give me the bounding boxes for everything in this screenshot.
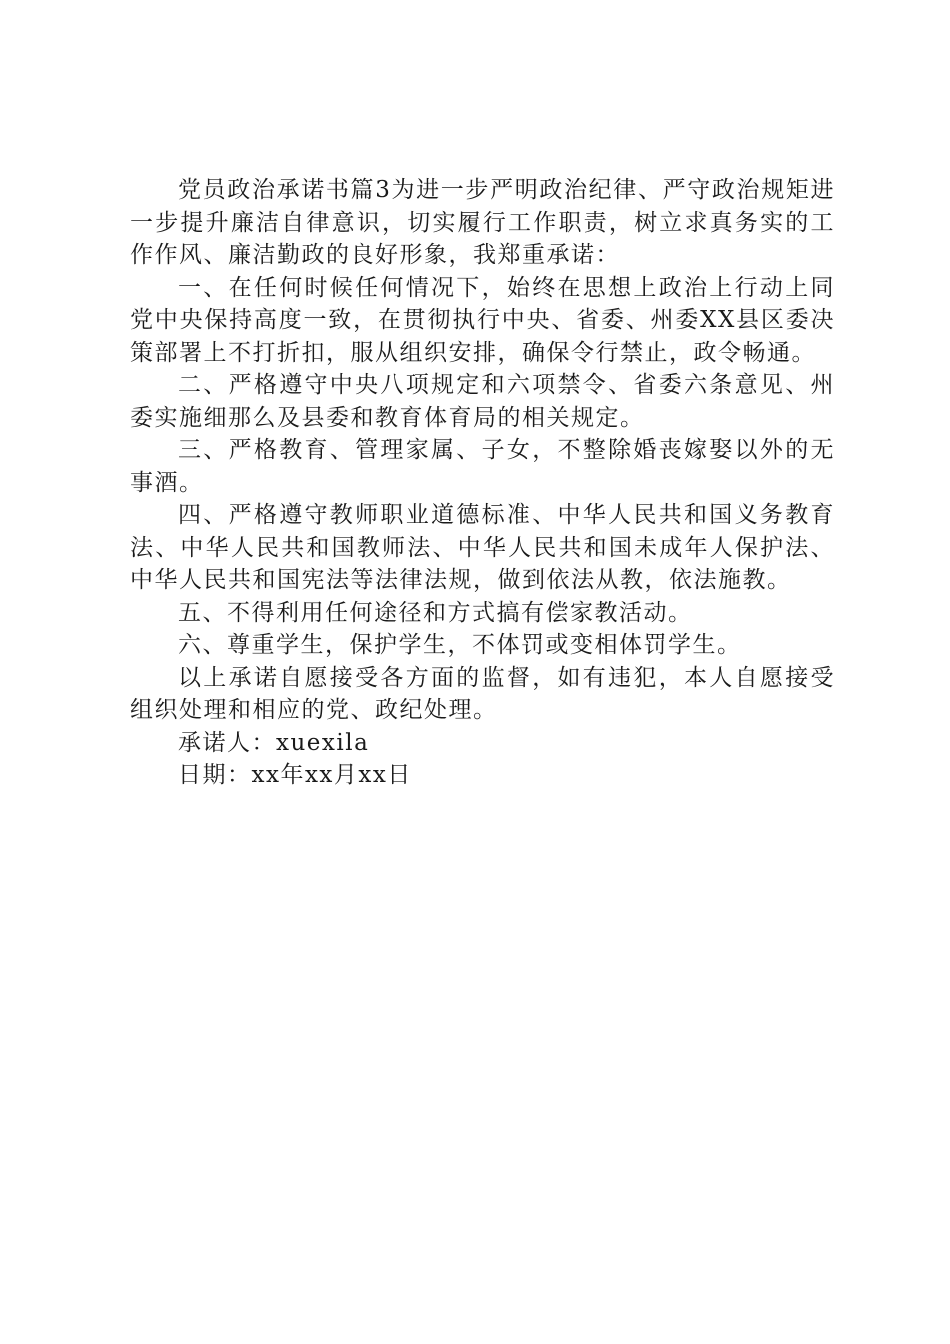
commitment-item-4: 四、严格遵守教师职业道德标准、中华人民共和国义务教育法、中华人民共和国教师法、中华人民共和国未成年人保护法、中华人民共和国宪法等法律法规，做到依法从教，依法施教。 (130, 502, 835, 593)
closing-paragraph: 以上承诺自愿接受各方面的监督，如有违犯，本人自愿接受组织处理和相应的党、政纪处理。 (130, 664, 835, 723)
date-line: 日期：xx年xx月xx日 (178, 762, 412, 788)
commitment-item-2: 二、严格遵守中央八项规定和六项禁令、省委六条意见、州委实施细那么及县委和教育体育局的相关规定。 (130, 372, 835, 431)
document-page (130, 174, 835, 792)
intro-paragraph: 党员政治承诺书篇3为进一步严明政治纪律、严守政治规矩进一步提升廉洁自律意识，切实履行工作职责，树立求真务实的工作作风、廉洁勤政的良好形象，我郑重承诺： (130, 177, 835, 268)
commitment-item-1: 一、在任何时候任何情况下，始终在思想上政治上行动上同党中央保持高度一致，在贯彻执行中央、省委、州委XX县区委决策部署上不打折扣，服从组织安排，确保令行禁止，政令畅通。 (130, 274, 835, 366)
commitment-item-3: 三、严格教育、管理家属、子女，不整除婚丧嫁娶以外的无事酒。 (130, 437, 835, 496)
commitment-item-5: 五、不得利用任何途径和方式搞有偿家教活动。 (178, 599, 693, 626)
signatory-line: 承诺人：xuexila (178, 729, 370, 756)
commitment-item-6: 六、尊重学生，保护学生，不体罚或变相体罚学生。 (178, 632, 742, 658)
